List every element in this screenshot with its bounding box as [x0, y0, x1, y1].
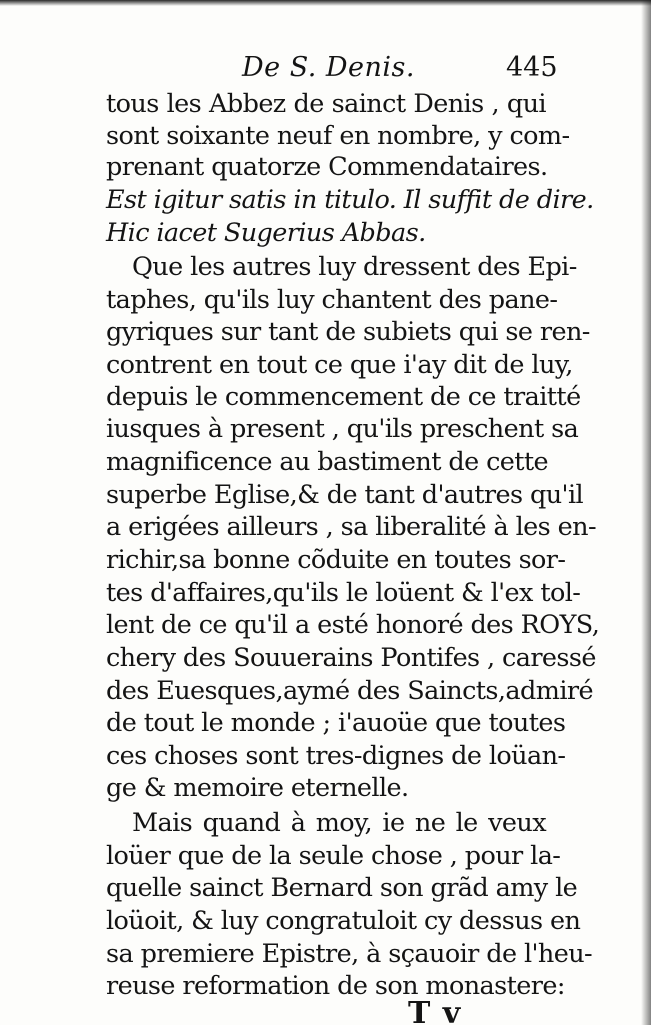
text-line: a erigées ailleurs , sa liberalité à les en- [106, 512, 596, 542]
text-line: quelle sainct Bernard son grãd amy le [106, 873, 578, 903]
text-line: prenant quatorze Commendataires. [106, 152, 548, 182]
text-line: depuis le commencement de ce traitté [106, 382, 581, 412]
text-line: richir,sa bonne cõduite en toutes sor- [106, 545, 566, 575]
text-line: magnificence au bastiment de cette [106, 447, 549, 477]
text-line: des Euesques,aymé des Saincts,admiré [106, 676, 593, 706]
text-line: tes d'affaires,qu'ils le loüent & l'ex tol- [106, 578, 581, 608]
text-line: ces choses sont tres-dignes de loüan- [106, 741, 566, 771]
text-line: superbe Eglise,& de tant d'autres qu'il [106, 480, 584, 510]
text-line: de tout le monde ; i'auoüe que toutes [106, 708, 566, 738]
signature-mark: T v [408, 996, 462, 1031]
text-line: tous les Abbez de sainct Denis , qui [106, 89, 546, 119]
text-line: taphes, qu'ils luy chantent des pane- [106, 285, 558, 315]
text-line: chery des Souuerains Pontifes , caressé [106, 643, 596, 673]
page-right-edge [641, 0, 651, 1025]
page-top-edge [0, 0, 651, 6]
paragraph-start-line: Que les autres luy dressent des Epi- [132, 252, 577, 282]
text-line: sont soixante neuf en nombre, y com- [106, 121, 570, 151]
text-line: reuse reformation de son monastere: [106, 971, 565, 1001]
latin-quote-line: Est igitur satis in titulo. Il suffit de dire. [106, 185, 594, 215]
text-line: loüer que de la seule chose , pour la- [106, 841, 561, 871]
text-line: lent de ce qu'il a esté honoré des ROYS, [106, 610, 600, 640]
text-line: loüoit, & luy congratuloit cy dessus en [106, 906, 581, 936]
text-line: ge & memoire eternelle. [106, 773, 409, 803]
text-line: sa premiere Epistre, à sçauoir de l'heu- [106, 939, 593, 969]
latin-quote-line: Hic iacet Sugerius Abbas. [106, 218, 426, 248]
running-title: De S. Denis. [242, 52, 415, 83]
text-line: contrent en tout ce que i'ay dit de luy, [106, 350, 573, 380]
text-line: iusques à present , qu'ils preschent sa [106, 414, 579, 444]
text-line: gyriques sur tant de subiets qui se ren- [106, 317, 590, 347]
paragraph-start-line: Mais quand à moy, ie ne le veux [132, 808, 546, 838]
page-number: 445 [506, 52, 558, 83]
